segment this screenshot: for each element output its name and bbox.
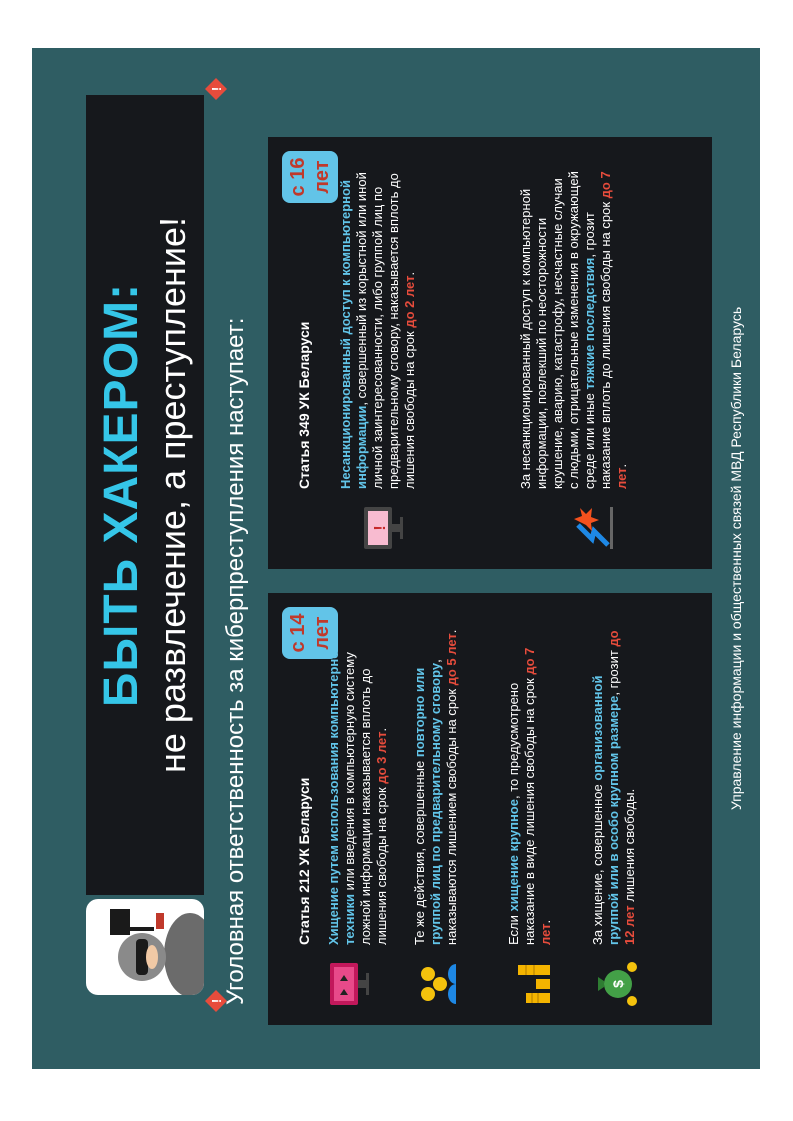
penalty-text: до 5 лет <box>444 633 459 686</box>
age-unit: лет <box>311 616 333 650</box>
article-paragraph: Если хищение крупное, то предусмотрено наказание в виде лишения свободы на срок до 7 лет. <box>506 647 553 945</box>
age-value: с 14 <box>287 613 309 653</box>
crash-icon <box>568 503 618 553</box>
body-text: , то предусмотрено наказание в виде лишения свободы на срок <box>506 674 537 945</box>
penalty-text: до 12 лет <box>606 630 637 945</box>
monitor-icon <box>324 959 374 1009</box>
highlight-text: тяжкие последствия <box>582 257 597 390</box>
svg-text:!: ! <box>209 998 224 1004</box>
warning-icon <box>204 77 228 101</box>
article-paragraph: Несанкционированный доступ к компьютерной информации, совершенный из корыстной или иной личной заинтересованности, либо группой лиц по предварительному сговору, наказывается вплоть до лишения свободы на срок до 2 лет. <box>338 172 417 489</box>
article-paragraph: Те же действия, совершенные повторно или группой лиц по предварительному сговору, наказываются лишением свободы на срок до 5 лет. <box>412 629 459 945</box>
coins-icon <box>506 959 556 1009</box>
body-text: За несанкционированный доступ к компьютерной информации, повлекший по неосторожности крушение, аварию, катастрофу, несчастные случаи с людьми, отрицательные изменения в окружающей среде или иные <box>518 171 597 489</box>
body-text: , грозит наказание вплоть до лишения свободы на срок <box>582 198 613 489</box>
body-text: , грозит <box>606 646 621 696</box>
penalty-text: до 3 лет <box>374 731 389 784</box>
poster-content <box>32 48 760 1069</box>
body-text: Те же действия, совершенные <box>412 757 427 945</box>
title-block <box>86 95 204 895</box>
article-paragraph: За несанкционированный доступ к компьютерной информации, повлекший по неосторожности крушение, аварию, катастрофу, несчастные случаи с людьми, отрицательные изменения в окружающей среде или иные тяжкие последствия, грозит наказание вплоть до лишения свободы на срок до 7 лет. <box>518 171 629 489</box>
penalty-text: до 7 лет <box>522 647 553 945</box>
article-349-panel <box>268 137 712 569</box>
footer-credit: Управление информации и общественных связей МВД Республики Беларусь <box>728 306 744 811</box>
highlight-text: Несанкционированный доступ к компьютерной информации <box>338 180 369 489</box>
article-paragraph <box>590 625 638 945</box>
article-title: Статья 349 УК Беларуси <box>296 321 312 489</box>
highlight-text: организованной группой или в особо крупном размере <box>590 675 621 945</box>
body-text: Если <box>506 911 521 945</box>
intro-text: Уголовная ответственность за киберпреступления наступает: <box>222 317 249 1005</box>
hacker-avatar-icon <box>86 899 204 995</box>
money-bag-icon <box>590 959 640 1009</box>
svg-text:$: $ <box>610 980 626 988</box>
penalty-text: до 7 лет <box>598 171 629 489</box>
svg-text:!: ! <box>209 86 224 92</box>
group-icon <box>412 959 462 1009</box>
highlight-text: повторно или группой лиц по предварительному сговору <box>412 662 443 945</box>
body-text: , совершенный из корыстной или иной личной заинтересованности, либо группой лиц по предварительному сговору, наказывается вплоть до лишения свободы на срок <box>354 172 417 489</box>
body-text: , наказываются лишением свободы на срок <box>428 659 459 945</box>
body-text: лишения свободы. <box>622 788 637 906</box>
age-unit: лет <box>311 160 333 194</box>
article-title: Статья 212 УК Беларуси <box>296 777 312 945</box>
age-badge <box>282 151 338 203</box>
page-subtitle: не развлечение, а преступление! <box>152 217 193 773</box>
highlight-text: хищение крупное <box>506 799 521 912</box>
age-value: с 16 <box>287 157 309 197</box>
body-text: или введения в компьютерную систему ложной информации наказывается вплоть до лишения свободы на срок <box>342 652 389 945</box>
article-212-panel <box>268 593 712 1025</box>
monitor-alert-icon <box>358 503 408 553</box>
penalty-text: до 2 лет <box>402 275 417 328</box>
highlight-text: Хищение путем использования компьютерной техники <box>326 642 357 945</box>
body-text: За хищение, совершенное <box>590 780 605 945</box>
svg-text:!: ! <box>372 525 389 531</box>
article-paragraph: Хищение путем использования компьютерной техники или введения в компьютерную систему ложной информации наказывается вплоть до лишения свободы на срок до 3 лет. <box>326 642 389 945</box>
page-title: БЫТЬ ХАКЕРОМ: <box>95 282 148 708</box>
